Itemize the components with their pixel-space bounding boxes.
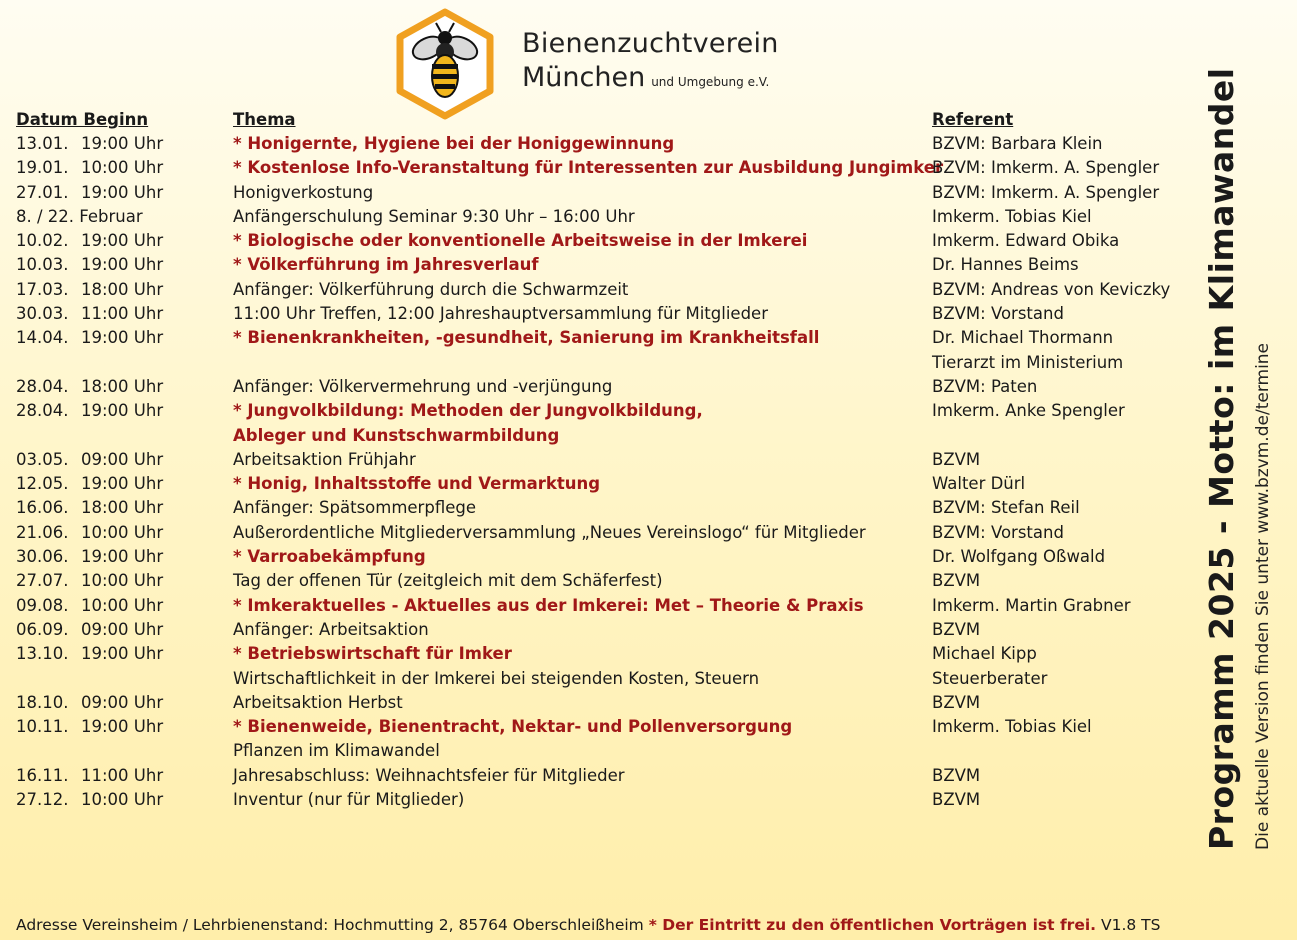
header-referent: Referent — [932, 110, 1014, 129]
table-row — [16, 375, 1196, 399]
table-row — [16, 642, 1196, 666]
row-theme: * Völkerführung im Jahresverlauf — [233, 255, 539, 275]
footer-address: Adresse Vereinsheim / Lehrbienenstand: Hochmutting 2, 85764 Oberschleißheim — [16, 916, 644, 934]
row-referent: BZVM: Stefan Reil — [932, 498, 1080, 518]
row-referent: BZVM — [932, 692, 981, 712]
footer-version: V1.8 TS — [1100, 916, 1161, 934]
row-referent: BZVM: Paten — [932, 376, 1038, 396]
row-time: 19:00 Uhr — [81, 231, 164, 251]
row-time: 11:00 Uhr — [81, 765, 164, 785]
row-date: 14.04. — [16, 328, 69, 348]
row-date: 10.02. — [16, 231, 69, 251]
row-theme: * Jungvolkbildung: Methoden der Jungvolkbildung, — [233, 401, 703, 421]
table-row — [16, 545, 1196, 569]
row-theme: Außerordentliche Mitgliederversammlung „Neues Vereinslogo“ für Mitglieder — [233, 522, 866, 542]
row-date: 18.10. — [16, 692, 69, 712]
row-theme: 11:00 Uhr Treffen, 12:00 Jahreshauptversammlung für Mitglieder — [233, 304, 768, 324]
row-date: 30.06. — [16, 547, 69, 567]
row-date: 27.07. — [16, 571, 69, 591]
row-referent: BZVM — [932, 571, 981, 591]
footer — [16, 916, 1160, 934]
table-row — [16, 764, 1196, 788]
table-row — [16, 496, 1196, 520]
table-row — [16, 618, 1196, 642]
row-date: 06.09. — [16, 619, 69, 639]
row-date: 8. / 22. Februar — [16, 206, 143, 226]
row-time: 10:00 Uhr — [81, 790, 164, 810]
row-theme: Tag der offenen Tür (zeitgleich mit dem Schäferfest) — [233, 571, 663, 591]
row-date: 13.01. — [16, 134, 69, 153]
row-referent: Dr. Hannes Beims — [932, 255, 1079, 275]
header-date: Datum Beginn — [16, 110, 149, 129]
row-theme: Anfänger: Spätsommerpflege — [233, 498, 476, 518]
row-date: 19.01. — [16, 158, 69, 178]
row-time: 10:00 Uhr — [81, 595, 164, 615]
header-theme: Thema — [233, 110, 296, 129]
table-row — [16, 594, 1196, 618]
row-theme: * Honigernte, Hygiene bei der Honiggewinnung — [233, 134, 675, 153]
row-time: 10:00 Uhr — [81, 158, 164, 178]
row-theme: Honigverkostung — [233, 182, 374, 202]
table-row — [16, 229, 1196, 253]
row-theme: * Bienenkrankheiten, -gesundheit, Sanierung im Krankheitsfall — [233, 328, 820, 348]
program-title: Programm 2025 - Motto: im Klimawandel — [1202, 67, 1241, 850]
row-date: 28.04. — [16, 376, 69, 396]
row-date: 10.11. — [16, 717, 69, 737]
table-row — [16, 326, 1196, 350]
row-time: 09:00 Uhr — [81, 619, 164, 639]
row-referent: Imkerm. Anke Spengler — [932, 401, 1125, 421]
program-subtitle: Die aktuelle Version finden Sie unter www.bzvm.de/termine — [1253, 342, 1273, 850]
row-theme: Wirtschaftlichkeit in der Imkerei bei steigenden Kosten, Steuern — [233, 668, 760, 688]
row-referent: BZVM — [932, 449, 981, 469]
row-time: 18:00 Uhr — [81, 498, 164, 518]
row-referent: Tierarzt im Ministerium — [932, 352, 1124, 372]
table-row — [16, 715, 1196, 739]
table-row — [16, 667, 1196, 691]
row-date: 27.12. — [16, 790, 69, 810]
table-row — [16, 156, 1196, 180]
table-row — [16, 205, 1196, 229]
row-time: 19:00 Uhr — [81, 474, 164, 494]
row-time: 19:00 Uhr — [81, 547, 164, 567]
row-referent: Dr. Michael Thormann — [932, 328, 1114, 348]
row-date: 21.06. — [16, 522, 69, 542]
row-theme: Arbeitsaktion Herbst — [233, 692, 403, 712]
row-theme: * Imkeraktuelles - Aktuelles aus der Imkerei: Met – Theorie & Praxis — [233, 595, 864, 615]
row-theme: Anfänger: Völkerführung durch die Schwarmzeit — [233, 279, 629, 299]
row-theme: * Kostenlose Info-Veranstaltung für Interessenten zur Ausbildung Jungimker — [233, 158, 944, 178]
row-time: 10:00 Uhr — [81, 571, 164, 591]
table-row — [16, 351, 1196, 375]
table-row — [16, 399, 1196, 423]
row-time: 19:00 Uhr — [81, 255, 164, 275]
row-referent: Walter Dürl — [932, 474, 1026, 494]
logo-title: Bienenzuchtverein — [522, 28, 779, 59]
table-row — [16, 472, 1196, 496]
footer-notice: * Der Eintritt zu den öffentlichen Vorträgen ist frei. — [648, 916, 1097, 934]
row-date: 16.11. — [16, 765, 69, 785]
row-time: 19:00 Uhr — [81, 328, 164, 348]
row-time: 18:00 Uhr — [81, 376, 164, 396]
row-referent: Michael Kipp — [932, 644, 1037, 664]
row-referent: BZVM: Vorstand — [932, 522, 1064, 542]
row-referent: Imkerm. Martin Grabner — [932, 595, 1131, 615]
row-referent: BZVM: Andreas von Keviczky — [932, 279, 1171, 299]
table-row — [16, 788, 1196, 812]
row-date: 30.03. — [16, 304, 69, 324]
row-referent: BZVM: Vorstand — [932, 304, 1064, 324]
table-row — [16, 278, 1196, 302]
row-referent: Imkerm. Tobias Kiel — [932, 717, 1092, 737]
table-row — [16, 448, 1196, 472]
row-theme: Anfängerschulung Seminar 9:30 Uhr – 16:00 Uhr — [233, 206, 635, 226]
row-referent: BZVM — [932, 619, 981, 639]
row-date: 13.10. — [16, 644, 69, 664]
row-referent: BZVM: Imkerm. A. Spengler — [932, 182, 1160, 202]
row-theme: Arbeitsaktion Frühjahr — [233, 449, 416, 469]
row-referent: Dr. Wolfgang Oßwald — [932, 547, 1106, 567]
row-time: 19:00 Uhr — [81, 644, 164, 664]
table-row — [16, 302, 1196, 326]
logo-subtitle: München und Umgebung e.V. — [522, 62, 770, 93]
row-theme: Jahresabschluss: Weihnachtsfeier für Mitglieder — [233, 765, 625, 785]
row-time: 19:00 Uhr — [81, 717, 164, 737]
row-time: 19:00 Uhr — [81, 401, 164, 421]
row-date: 27.01. — [16, 182, 69, 202]
row-date: 28.04. — [16, 401, 69, 421]
table-row — [16, 132, 1196, 156]
row-referent: Imkerm. Tobias Kiel — [932, 206, 1092, 226]
row-theme: * Betriebswirtschaft für Imker — [233, 644, 512, 664]
table-row — [16, 253, 1196, 277]
table-row — [16, 181, 1196, 205]
table-row — [16, 424, 1196, 448]
row-referent: Imkerm. Edward Obika — [932, 231, 1120, 251]
row-theme: Ableger und Kunstschwarmbildung — [233, 425, 560, 445]
row-referent: Steuerberater — [932, 668, 1048, 688]
table-row — [16, 691, 1196, 715]
table-row — [16, 521, 1196, 545]
side-banner — [1198, 67, 1294, 850]
row-theme: * Honig, Inhaltsstoffe und Vermarktung — [233, 474, 601, 494]
table-row — [16, 739, 1196, 763]
row-date: 17.03. — [16, 279, 69, 299]
row-theme: * Varroabekämpfung — [233, 547, 426, 567]
bee-logo-icon — [394, 8, 496, 120]
row-theme: * Biologische oder konventionelle Arbeitsweise in der Imkerei — [233, 231, 808, 251]
row-time: 19:00 Uhr — [81, 134, 164, 153]
table-row — [16, 569, 1196, 593]
row-date: 09.08. — [16, 595, 69, 615]
row-referent: BZVM: Barbara Klein — [932, 134, 1103, 153]
row-time: 10:00 Uhr — [81, 522, 164, 542]
row-date: 10.03. — [16, 255, 69, 275]
schedule-table — [16, 132, 1196, 812]
row-time: 09:00 Uhr — [81, 692, 164, 712]
row-referent: BZVM — [932, 765, 981, 785]
row-referent: BZVM: Imkerm. A. Spengler — [932, 158, 1160, 178]
row-date: 12.05. — [16, 474, 69, 494]
row-time: 19:00 Uhr — [81, 182, 164, 202]
row-time: 09:00 Uhr — [81, 449, 164, 469]
row-date: 16.06. — [16, 498, 69, 518]
row-theme: Anfänger: Arbeitsaktion — [233, 619, 429, 639]
row-theme: Pflanzen im Klimawandel — [233, 741, 440, 761]
row-date: 03.05. — [16, 449, 69, 469]
row-theme: Anfänger: Völkervermehrung und -verjüngung — [233, 376, 613, 396]
row-referent: BZVM — [932, 790, 981, 810]
row-theme: * Bienenweide, Bienentracht, Nektar- und Pollenversorgung — [233, 717, 793, 737]
row-time: 11:00 Uhr — [81, 304, 164, 324]
row-time: 18:00 Uhr — [81, 279, 164, 299]
row-theme: Inventur (nur für Mitglieder) — [233, 790, 465, 810]
